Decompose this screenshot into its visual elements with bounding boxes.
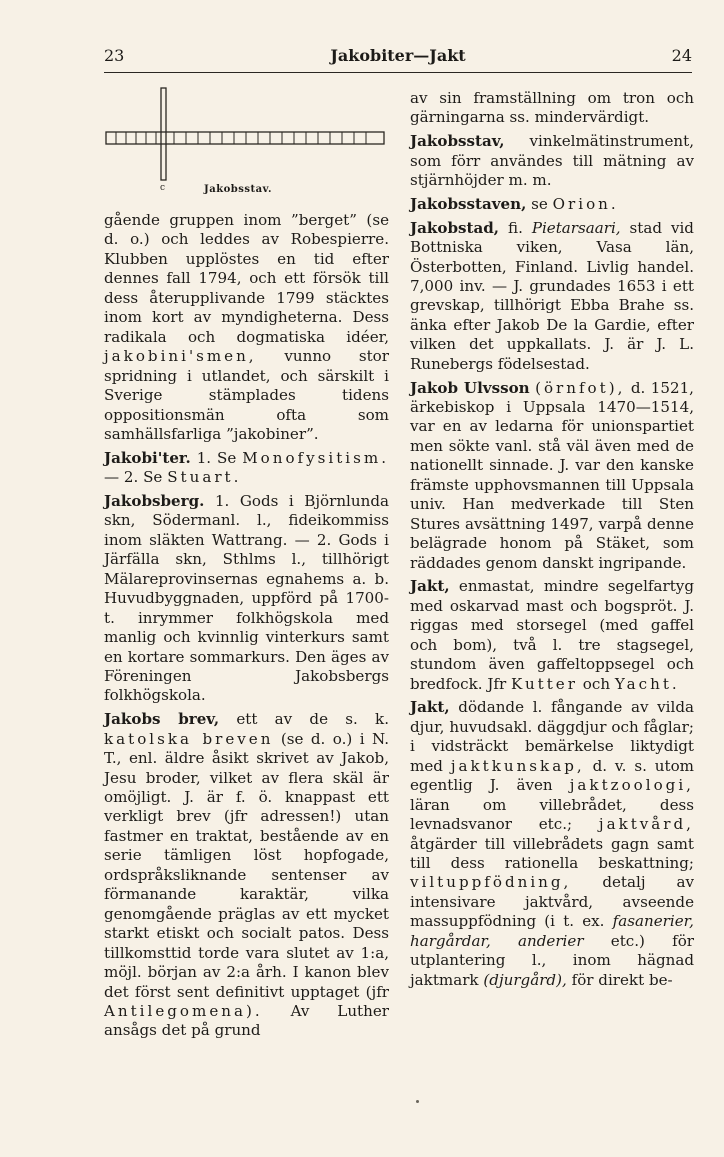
- headword: Jakob Ulvsson: [410, 378, 530, 397]
- entry-jakobstad: Jakobstad, fi. Pietarsaari, stad vid Bottniska viken, Vasa län, Österbotten, Finland. Livlig handel. 7,000 inv. — J. grundades 1653 i ett grevskap, tillhörigt Ebba Brahe ss. änka efter Jakob De la Gardie, efter vilken det uppkallats. J. är J. L. Runebergs födelsestad.: [410, 218, 694, 373]
- jakobsstav-figure: [104, 86, 394, 206]
- continuation-paragraph: gående gruppen inom ”berget” (se d. o.) och leddes av Robespierre. Klubben upplöstes en tid efter dennes fall 1794, och ett försök till dess återupplivande 1799 stäcktes inom kort av myndigheterna. Dess radikala och dogmatiska idéer, jakobini'smen, vunno stor spridning i utlandet, och särskilt i Sverige stämplades tidens oppositionsmän ofta som samhällsfarliga ”jakobiner”.: [104, 211, 389, 443]
- continuation-paragraph: av sin framställning om tron och gärningarna ss. mindervärdigt.: [410, 89, 694, 127]
- headword: Jakt,: [410, 698, 450, 717]
- headword: Jakobsstav,: [410, 132, 505, 151]
- page-number-right: 24: [671, 46, 692, 65]
- left-column: [104, 211, 389, 1045]
- entry-jakobsstav: Jakobsstav, vinkelmätinstrument, som förr användes till mätning av stjärnhöjder m. m.: [410, 132, 694, 190]
- figure-caption: Jakobsstav.: [204, 184, 272, 195]
- headword: Jakobsberg.: [104, 491, 205, 510]
- entry-jakobiter: Jakobi'ter. 1. Se Monofysitism. — 2. Se Stuart.: [104, 448, 389, 487]
- running-header: [104, 46, 692, 70]
- headword: Jakobs brev,: [104, 710, 220, 729]
- headword: Jakt,: [410, 577, 450, 596]
- headword: Jakobstad,: [410, 218, 500, 237]
- page-number-left: 23: [104, 46, 125, 65]
- entry-jakob-ulvsson: Jakob Ulvsson (örnfot), d. 1521, ärkebiskop i Uppsala 1470—1514, var en av ledarna för unionspartiet men sökte vanl. stå väl även med de nationellt sinnade. J. var den kanske främste upphovsmannen till Uppsala univ. Han medverkade till Sten Stures avsättning 1497, varpå denne belägrade honom på Stäket, som räddades genom danskt ingripande.: [410, 378, 694, 572]
- figure-marker: c: [160, 183, 166, 193]
- entry-jakt-hunting: Jakt, dödande l. fångande av vilda djur, huvudsakl. däggdjur och fåglar; i vidsträckt bemärkelse liktydigt med jaktkunskap, d. v. s. utom egentlig J. även jaktzoologi, läran om villebrådet, dess levnadsvanor etc.; jaktvård, åtgärder till villebrådets gagn samt till dess rationella beskattning; viltuppfödning, detalj av intensivare jaktvård, avseende massuppfödning (i t. ex. fasanerier, hargårdar, anderier etc.) för utplantering l., inom hägnad jaktmark (djurgård), för direkt be-: [410, 698, 694, 989]
- header-rule: [104, 72, 692, 73]
- right-column: [410, 89, 694, 994]
- headword: Jakobi'ter.: [104, 448, 191, 467]
- headword: Jakobsstaven,: [410, 194, 527, 213]
- entry-jakobsberg: Jakobsberg. 1. Gods i Björnlunda skn, Södermanl. l., fideikommiss inom släkten Wattrang. — 2. Gods i Järfälla skn, Sthlms l., tillhörigt Mälareprovinsernas egnahems a. b. Huvudbyggnaden, uppförd på 1700-t. inrymmer folkhögskola med manlig och kvinnlig vinterkurs samt en kortare sommarkurs. Den äges av Föreningen Jakobsbergs folkhögskola.: [104, 491, 389, 705]
- entry-jakt-ship: Jakt, enmastat, mindre segelfartyg med oskarvad mast och bogspröt. J. riggas med storsegel (med gaffel och bom), två l. tre stagsegel, stundom även gaffeltoppsegel och bredfock. Jfr Kutter och Yacht.: [410, 577, 694, 693]
- running-title: Jakobiter—Jakt: [330, 46, 466, 65]
- ink-speck: [416, 1100, 419, 1103]
- entry-jakobs-brev: Jakobs brev, ett av de s. k. katolska breven (se d. o.) i N. T., enl. äldre åsikt skrivet av Jakob, Jesu broder, vilket av flera skäl är omöjligt. J. är f. ö. knappast ett verkligt brev (jfr adressen!) utan fastmer en traktat, bestående av en serie tämligen löst hopfogade, ordspråksliknande sentenser av förmanande karaktär, vilka genomgående präglas av ett mycket starkt etiskt och socialt patos. Dess tillkomsttid torde vara slutet av 1:a, möjl. början av 2:a årh. I kanon blev det först sent definitivt upptaget (jfr Antilegomena). Av Luther ansågs det på grund: [104, 710, 389, 1040]
- entry-jakobsstaven: Jakobsstaven, se Orion.: [410, 194, 619, 213]
